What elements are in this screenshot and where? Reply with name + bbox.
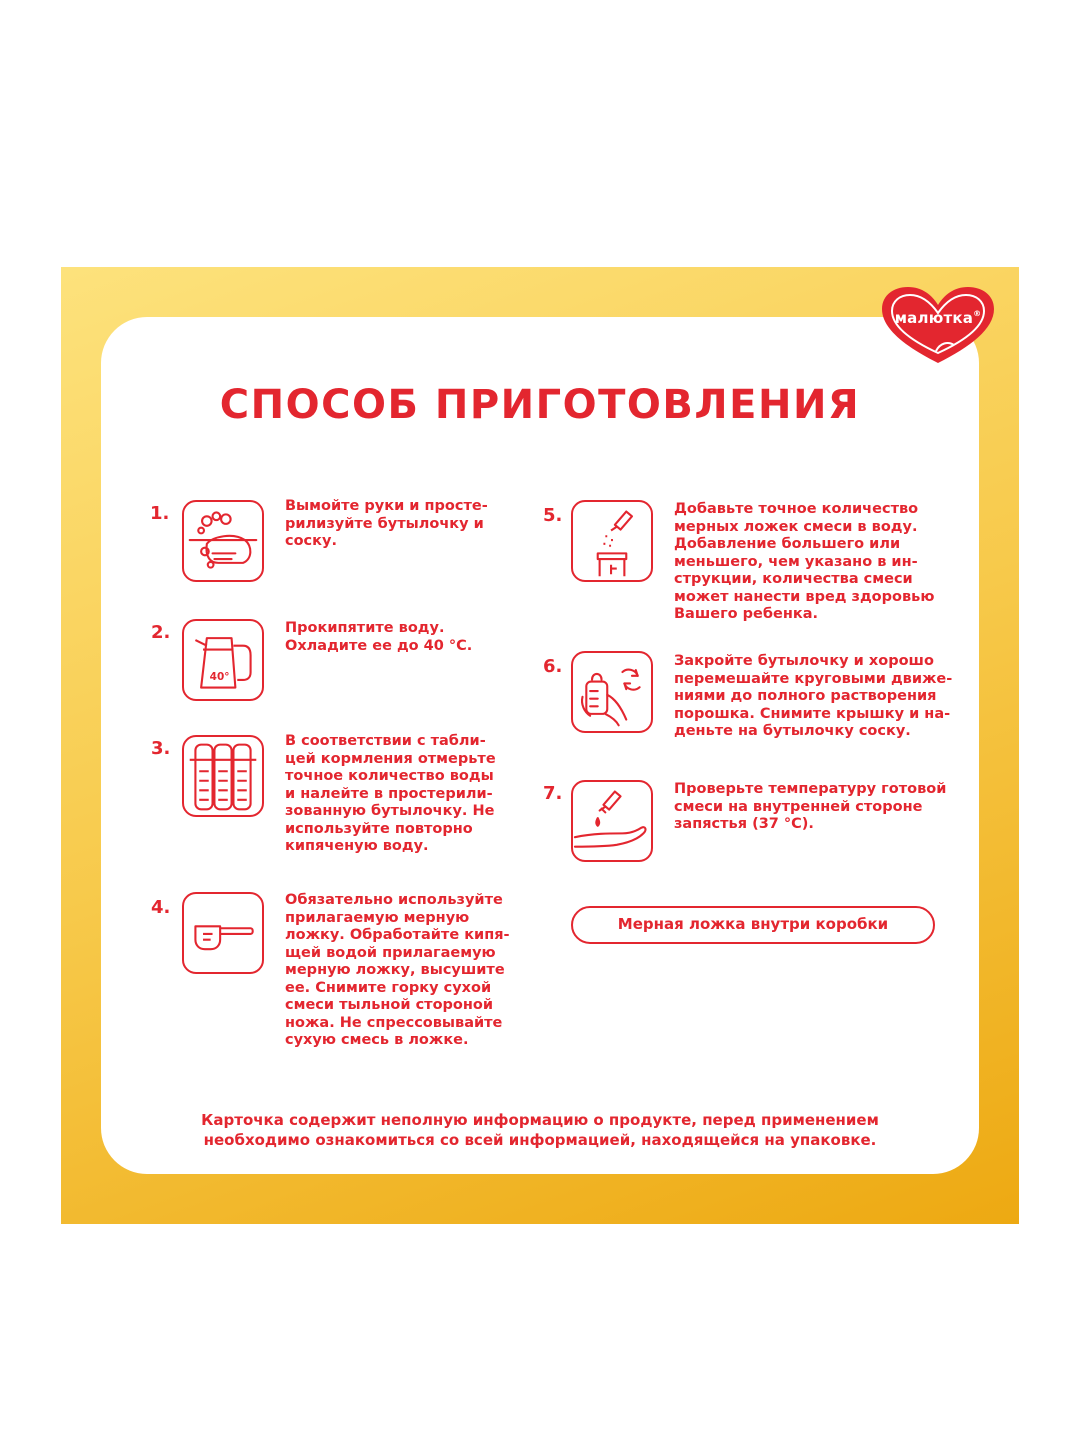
step-number: 2.: [151, 622, 171, 643]
step-number: 4.: [151, 897, 171, 918]
add-formula-icon: [571, 500, 653, 582]
shake-bottle-icon: [571, 651, 653, 733]
step-number: 6.: [543, 656, 563, 677]
page-title: СПОСОБ ПРИГОТОВЛЕНИЯ: [219, 382, 861, 428]
step-text: Закройте бутылочку и хорошо перемешайте круговыми движе- ниями до полного растворения порошка. Снимите крышку и на- деньте на бутылочку соску.: [674, 653, 953, 739]
svg-text:40°: 40°: [209, 670, 230, 683]
step-text: Вымойте руки и просте- рилизуйте бутылочку и соску.: [285, 498, 488, 549]
step-number: 5.: [543, 505, 563, 526]
step-text: Обязательно используйте прилагаемую мерную ложку. Обработайте кипя- щей водой прилагаемую мерную ложку, высушите ее. Снимите горку сухой смеси тыльной стороной ножа. Не спрессовывайте сухую смесь в ложке.: [285, 892, 510, 1048]
step-number: 1.: [150, 503, 170, 524]
kettle-icon: [182, 619, 264, 701]
measuring-spoon-icon: [182, 892, 264, 974]
step-number: 7.: [543, 783, 563, 804]
brand-logo: [876, 283, 1000, 368]
step-text: В соответствии с табли- цей кормления отмерьте точное количество воды и налейте в простерили- зованную бутылочку. Не используйте повторно кипяченую воду.: [285, 733, 496, 854]
disclaimer-text: Карточка содержит неполную информацию о продукте, перед применением необходимо ознакомиться со всей информацией, находящейся на упаковке.: [201, 1111, 879, 1149]
step-text: Прокипятите воду. Охладите ее до 40 °С.: [285, 620, 473, 654]
logo-text: малютка®: [894, 309, 982, 327]
wrist-test-icon: [571, 780, 653, 862]
hand-wash-icon: [182, 500, 264, 582]
step-text: Проверьте температуру готовой смеси на внутренней стороне запястья (37 °С).: [674, 781, 947, 832]
feeding-table-icon: [182, 735, 264, 817]
spoon-note-badge: Мерная ложка внутри коробки: [571, 906, 935, 944]
step-text: Добавьте точное количество мерных ложек смеси в воду. Добавление большего или меньшего, чем указано в ин- струкции, количества смеси может нанести вред здоровью Вашего ребенка.: [674, 501, 935, 622]
step-number: 3.: [151, 738, 171, 759]
